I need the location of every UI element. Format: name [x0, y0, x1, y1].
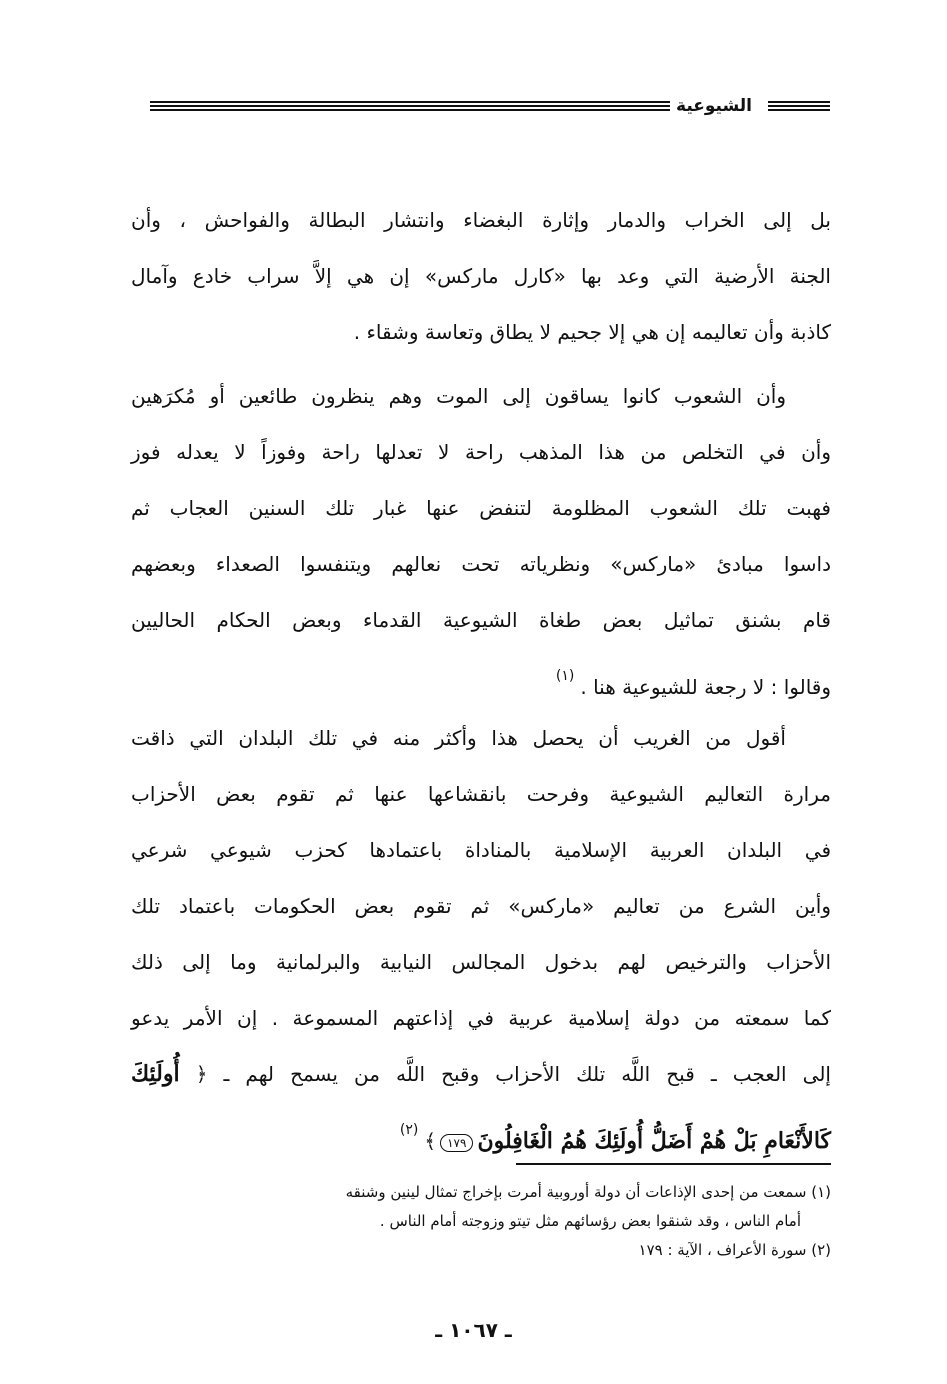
text-line: بل إلى الخراب والدمار وإثارة البغضاء وانتشار البطالة والفواحش ، وأن	[131, 208, 831, 232]
footnote-reference-2: (٢)	[399, 1122, 419, 1138]
text-line: الجنة الأرضية التي وعد بها «كارل ماركس» إن هي إلاَّ سراب خادع وآمال	[131, 264, 831, 288]
verse-close-bracket: ﴾	[424, 1129, 437, 1153]
footnote-separator	[516, 1163, 831, 1165]
text-line: كاذبة وأن تعاليمه إن هي إلا جحيم لا يطاق وتعاسة وشقاء .	[353, 320, 831, 344]
paragraph-2	[131, 376, 831, 712]
header-ornament-right	[768, 101, 830, 113]
text-line-with-footnote	[131, 656, 831, 712]
text-line: قام بشنق تماثيل بعض طغاة الشيوعية القدماء وبعض الحكام الحاليين	[131, 608, 831, 632]
text-line: فهبت تلك الشعوب المظلومة لتنفض عنها غبار تلك السنين العجاب ثم	[131, 496, 831, 520]
text-line: وأين الشرع من تعاليم «ماركس» ثم تقوم بعض الحكومات باعتماد تلك	[131, 894, 831, 918]
text-line: وقالوا : لا رجعة للشيوعية هنا .	[580, 675, 831, 699]
ayah-number-badge: ١٧٩	[440, 1134, 473, 1152]
footnotes	[116, 1178, 831, 1265]
running-header	[150, 95, 830, 119]
text-line: أقول من الغريب أن يحصل هذا وأكثر منه في تلك البلدان التي ذاقت	[131, 726, 786, 750]
header-title: الشيوعية	[676, 96, 752, 116]
verse-line	[131, 1110, 831, 1166]
footnote-reference-1: (١)	[555, 668, 575, 684]
text-line: مرارة التعاليم الشيوعية وفرحت بانقشاعها عنها ثم تقوم بعض الأحزاب	[131, 782, 831, 806]
text-line: إلى العجب ـ قبح اللَّه تلك الأحزاب وقبح اللَّه من يسمح لهم ـ	[223, 1062, 831, 1086]
page-number: ـ ١٠٦٧ ـ	[435, 1318, 512, 1342]
verse-open-bracket: ﴿	[195, 1062, 208, 1086]
text-line: كما سمعته من دولة إسلامية عربية في إذاعتهم المسموعة . إن الأمر يدعو	[131, 1006, 831, 1030]
text-line: وأن في التخلص من هذا المذهب راحة لا تعدلها راحة وفوزاً لا يعدله فوز	[131, 440, 831, 464]
paragraph-1	[131, 200, 831, 368]
quran-verse-start: أُولَئِكَ	[131, 1061, 180, 1087]
header-ornament-left	[150, 101, 670, 113]
footnote-1-continued: أمام الناس ، وقد شنقوا بعض رؤسائهم مثل تيتو وزوجته أمام الناس .	[379, 1212, 801, 1230]
text-line-with-verse	[131, 1054, 831, 1110]
text-line: وأن الشعوب كانوا يساقون إلى الموت وهم ينظرون طائعين أو مُكرَهين	[131, 384, 786, 408]
paragraph-3	[131, 718, 831, 1166]
footnote-2: (٢) سورة الأعراف ، الآية : ١٧٩	[638, 1241, 831, 1259]
text-line: داسوا مبادئ «ماركس» ونظرياته تحت نعالهم ويتنفسوا الصعداء وبعضهم	[131, 552, 831, 576]
text-line: الأحزاب والترخيص لهم بدخول المجالس النيابية والبرلمانية وما إلى ذلك	[131, 950, 831, 974]
quran-verse-text: كَالأَنْعَامِ بَلْ هُمْ أَضَلُّ أُولَئِكَ هُمُ الْغَافِلُونَ	[477, 1128, 831, 1154]
footnote-1: (١) سمعت من إحدى الإذاعات أن دولة أوروبية أمرت بإخراج تمثال لينين وشنقه	[345, 1183, 831, 1201]
text-line: في البلدان العربية الإسلامية بالمناداة باعتمادها كحزب شيوعي شرعي	[131, 838, 831, 862]
